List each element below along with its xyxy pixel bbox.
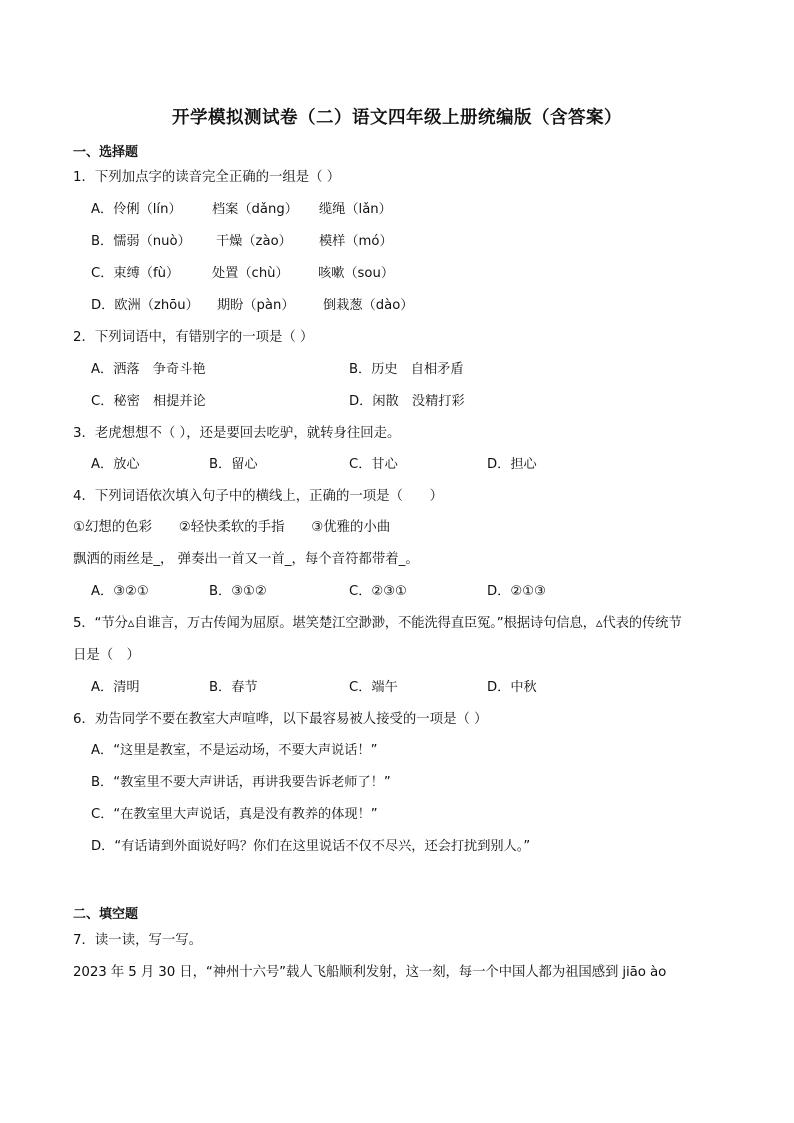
- q1-option-c-word3: 咳嗽（sou）: [318, 266, 395, 281]
- question-7-stem: 7．读一读，写一写。: [73, 933, 203, 948]
- q5-option-a: A．清明: [91, 680, 140, 695]
- q6-option-d: D．“有话请到外面说好吗？你们在这里说话不仅不尽兴，还会打扰到别人。”: [91, 839, 531, 854]
- q3-option-d: D．担心: [487, 457, 537, 472]
- question-6-stem: 6．劝告同学不要在教室大声喧哗，以下最容易被人接受的一项是（ ）: [73, 712, 488, 727]
- q1-option-a-word3: 缆绳（lǎn）: [319, 202, 392, 217]
- q4-option-a: A．③②①: [91, 584, 149, 599]
- q2-option-c: C．秘密 相提并论: [91, 394, 206, 409]
- page-title: 开学模拟测试卷（二）语文四年级上册统编版（含答案）: [172, 108, 622, 128]
- q1-option-b-word1: B．懦弱（nuò）: [91, 234, 191, 249]
- q6-option-b: B．“教室里不要大声讲话，再讲我要告诉老师了！”: [91, 775, 391, 790]
- q1-option-c-word2: 处置（chù）: [212, 266, 289, 281]
- question-5-stem-line1: 5．“节分▵自谁言，万古传闻为屈原。堪笑楚江空渺渺，不能洗得直臣冤。”根据诗句信息，▵代表的传统节: [73, 616, 682, 631]
- question-2-stem: 2．下列词语中，有错别字的一项是（ ）: [73, 330, 314, 345]
- q3-option-b: B．留心: [209, 457, 258, 472]
- q1-option-a-word1: A．伶俐（lín）: [91, 202, 182, 217]
- section-heading-fill-in: 二、填空题: [73, 907, 139, 922]
- q1-option-c-word1: C．束缚（fù）: [91, 266, 180, 281]
- q4-option-b: B．③①②: [209, 584, 267, 599]
- q4-word-list: ①幻想的色彩 ②轻快柔软的手指 ③优雅的小曲: [73, 520, 391, 535]
- question-3-stem: 3．老虎想想不（ ），还是要回去吃驴，就转身往回走。: [73, 426, 401, 441]
- q1-option-d-word1: D．欧洲（zhōu）: [91, 298, 199, 313]
- q2-option-b: B．历史 自相矛盾: [349, 362, 464, 377]
- question-1-stem: 1．下列加点字的读音完全正确的一组是（ ）: [73, 170, 341, 185]
- q1-option-d-word2: 期盼（pàn）: [217, 298, 295, 313]
- question-7-passage: 2023 年 5 月 30 日，“神州十六号”载人飞船顺利发射，这一刻，每一个中国人都为祖国感到 jiāo ào: [73, 965, 667, 980]
- q4-sentence: 飘洒的雨丝是_， 弹奏出一首又一首_，每个音符都带着_。: [73, 552, 419, 567]
- q5-option-c: C．端午: [349, 680, 398, 695]
- q3-option-c: C．甘心: [349, 457, 398, 472]
- q1-option-a-word2: 档案（dǎng）: [212, 202, 298, 217]
- q2-option-d: D．闲散 没精打彩: [349, 394, 465, 409]
- q6-option-a: A．“这里是教室，不是运动场，不要大声说话！”: [91, 743, 378, 758]
- q4-option-d: D．②①③: [487, 584, 546, 599]
- question-5-stem-line2: 日是（ ）: [73, 648, 140, 663]
- q2-option-a: A．洒落 争奇斗艳: [91, 362, 206, 377]
- section-heading-choice: 一、选择题: [73, 145, 139, 160]
- q1-option-b-word2: 干燥（zào）: [216, 234, 292, 249]
- q1-option-d-word3: 倒栽葱（dào）: [323, 298, 414, 313]
- q5-option-b: B．春节: [209, 680, 258, 695]
- q5-option-d: D．中秋: [487, 680, 537, 695]
- question-4-stem: 4．下列词语依次填入句子中的横线上，正确的一项是（ ）: [73, 489, 444, 504]
- q4-option-c: C．②③①: [349, 584, 407, 599]
- q6-option-c: C．“在教室里大声说话，真是没有教养的体现！”: [91, 807, 378, 822]
- q3-option-a: A．放心: [91, 457, 140, 472]
- q1-option-b-word3: 模样（mó）: [319, 234, 393, 249]
